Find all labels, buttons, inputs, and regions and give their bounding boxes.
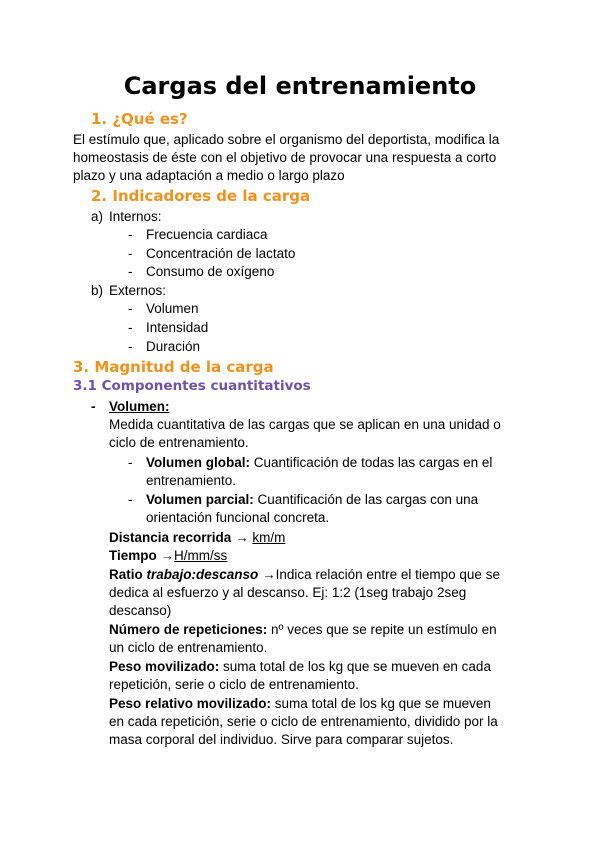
list-item: Volumen — [146, 301, 199, 316]
peso-text: repetición, serie o ciclo de entrenamiento. — [109, 677, 359, 692]
distancia-label: Distancia recorrida — [109, 530, 232, 545]
volumen-label: Volumen: — [109, 399, 170, 414]
repeticiones-line — [109, 621, 497, 639]
arrow: → — [231, 530, 253, 545]
externos-label: Externos: — [109, 283, 167, 298]
volumen-parcial-label: Volumen parcial: — [146, 492, 254, 507]
tiempo-line — [109, 547, 227, 565]
dash-bullet: - — [128, 455, 133, 470]
definition-line: plazo y una adaptación a medio o largo plazo — [73, 168, 345, 183]
ratio-label: Ratio — [109, 567, 147, 582]
page-title: Cargas del entrenamiento — [123, 72, 477, 100]
dash-bullet: - — [128, 320, 133, 335]
list-item: Intensidad — [146, 320, 209, 335]
volumen-global-text: Cuantificación de todas las cargas en el — [250, 455, 493, 470]
repeticiones-text: un ciclo de entrenamiento. — [109, 640, 268, 655]
dash-bullet: - — [128, 301, 133, 316]
volumen-global-line — [146, 454, 492, 472]
volumen-text: Medida cuantitativa de las cargas que se aplican en una unidad o — [109, 417, 501, 432]
repeticiones-label: Número de repeticiones: — [109, 622, 268, 637]
dash-bullet: - — [128, 246, 133, 261]
bullet: - — [91, 399, 96, 414]
repeticiones-text: nº veces que se repite un estímulo en — [267, 622, 497, 637]
list-item: Concentración de lactato — [146, 246, 296, 261]
definition-line: El estímulo que, aplicado sobre el organismo del deportista, modifica la — [73, 132, 500, 147]
list-marker: b) — [91, 283, 104, 298]
subsection-heading: 3.1 Componentes cuantitativos — [73, 378, 311, 394]
arrow: → — [156, 548, 175, 563]
volumen-global-label: Volumen global: — [146, 455, 250, 470]
volumen-text: ciclo de entrenamiento. — [109, 435, 249, 450]
peso-relativo-label: Peso relativo movilizado: — [109, 696, 272, 711]
peso-line — [109, 658, 491, 676]
list-item: Frecuencia cardiaca — [146, 227, 268, 242]
tiempo-unit: H/mm/ss — [174, 548, 228, 563]
internos-label: Internos: — [109, 209, 162, 224]
peso-label: Peso movilizado: — [109, 659, 220, 674]
list-item: Duración — [146, 339, 201, 354]
ratio-text: →Indica relación entre el tiempo que se — [258, 567, 500, 582]
list-item: Consumo de oxígeno — [146, 264, 275, 279]
volumen-global-text: entrenamiento. — [146, 473, 237, 488]
distancia-line — [109, 529, 285, 547]
dash-bullet: - — [128, 492, 133, 507]
dash-bullet: - — [128, 227, 133, 242]
distancia-unit: km/m — [252, 530, 286, 545]
peso-relativo-line — [109, 695, 491, 713]
ratio-label-italic: trabajo:descanso — [146, 567, 259, 582]
peso-relativo-text: masa corporal del individuo. Sirve para comparar sujetos. — [109, 732, 454, 747]
volumen-parcial-text: Cuantificación de las cargas con una — [253, 492, 479, 507]
dash-bullet: - — [128, 339, 133, 354]
list-marker: a) — [91, 209, 104, 224]
volumen-parcial-line — [146, 491, 478, 509]
section-1-heading: 1. ¿Qué es? — [91, 110, 188, 128]
section-2-heading: 2. Indicadores de la carga — [91, 187, 311, 205]
peso-text: suma total de los kg que se mueven en cada — [219, 659, 491, 674]
peso-relativo-text: suma total de los kg que se mueven — [271, 696, 491, 711]
tiempo-label: Tiempo — [109, 548, 157, 563]
dash-bullet: - — [128, 264, 133, 279]
section-3-heading: 3. Magnitud de la carga — [73, 358, 274, 376]
volumen-parcial-text: orientación funcional concreta. — [146, 510, 330, 525]
ratio-line — [109, 566, 500, 584]
ratio-text: descanso) — [109, 603, 172, 618]
peso-relativo-text: en cada repetición, serie o ciclo de entrenamiento, dividido por la — [109, 714, 498, 729]
ratio-text: dedica al esfuerzo y al descanso. Ej: 1:2 (1seg trabajo 2seg — [109, 585, 467, 600]
definition-line: homeostasis de éste con el objetivo de provocar una respuesta a corto — [73, 150, 497, 165]
